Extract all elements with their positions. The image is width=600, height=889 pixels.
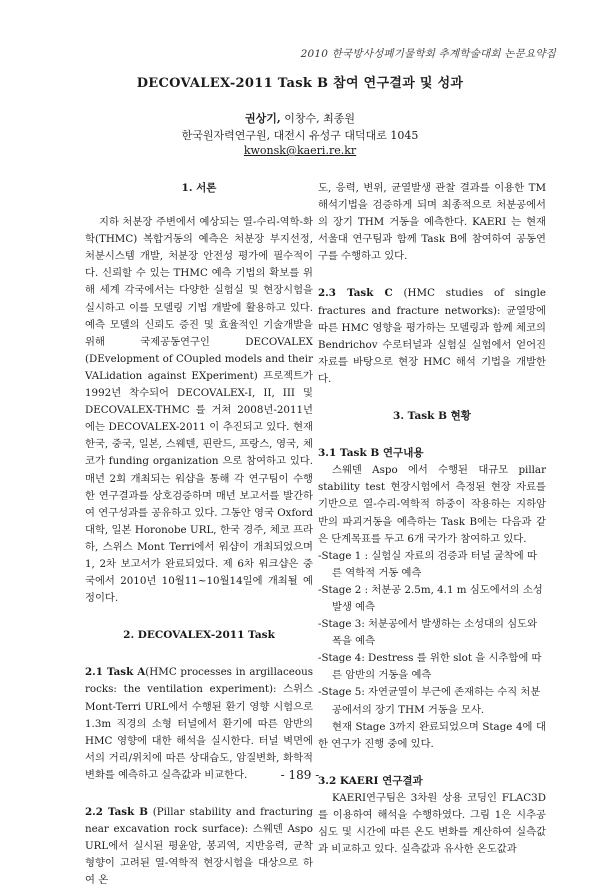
section-2-3-paragraph <box>318 285 546 388</box>
stage-item: -Stage 1 : 실험실 자료의 검증과 터널 굴착에 따른 역학적 거동 예측 <box>318 549 537 579</box>
section-2-2-paragraph <box>85 804 313 889</box>
left-column <box>85 180 313 889</box>
section-2-1-body: (HMC processes in argillaceous rocks: the ventilation experiment): 스위스 Mont-Terri URL에서 수행된 환기 영향 시험으로 1.3m 직경의 소형 터널에서 환기에 따른 암반의 HMC 영향에 대한 해석을 실시한다. 터널 벽면에서의 거리/위치에 따른 상대습도, 암질변화, 화학적 변화를 예측하고 실측값과 비교한다. <box>85 666 313 781</box>
section-3-2-heading: 3.2 KAERI 연구결과 <box>318 774 423 787</box>
stage-item: -Stage 2 : 처분공 2.5m, 4.1 m 심도에서의 소성발생 예측 <box>318 583 543 613</box>
section-3-1-body: 스웨덴 Aspo 에서 수행된 대규모 pillar stability test 현장시험에서 측정된 현장 자료를 기반으로 열-수리-역학적 하중이 작용하는 지하암반의 파괴거동을 예측하는 Task B에는 다음과 같은 단계목표를 두고 6개 국가가 참여하고 있다. <box>318 464 546 545</box>
section-2-heading: 2. DECOVALEX-2011 Task <box>123 629 275 642</box>
section-2-1-heading: 2.1 Task A <box>85 666 146 679</box>
section-1-heading: 1. 서론 <box>181 182 217 194</box>
section-3-heading: 3. Task B 현황 <box>393 410 471 423</box>
right-column <box>318 180 546 858</box>
page-number: - 189 - <box>280 768 320 782</box>
section-2-3-heading: 2.3 Task C <box>318 287 393 300</box>
stage-item: -Stage 4: Destress 를 위한 slot 을 시추함에 따른 암반의 거동을 예측 <box>318 652 542 682</box>
section-2-2-body: (Pillar stability and fracturing near excavation rock surface): 스웨덴 Aspo URL에서 실시된 평윤암, 봉괴역, 지반응력, 균착형향이 고려된 열-역학적 현장시험을 대상으로 하여 온 <box>85 806 313 887</box>
section-3-2-body: KAERI연구팀은 3차원 상용 코딩인 FLAC3D 를 이용하여 해석을 수행하였다. 그림 1은 시추공 심도 및 시간에 따른 온도 변화를 계산하여 실측값과 비교하고 있다. 실측값과 유사한 온도값과 <box>318 791 546 856</box>
lead-author: 권상기, <box>245 112 281 125</box>
author-email-link[interactable]: kwonsk@kaeri.re.kr <box>243 144 357 157</box>
section-2-2-heading: 2.2 Task B <box>85 806 148 818</box>
section-3-1-heading: 3.1 Task B 연구내용 <box>318 447 424 460</box>
stage-item: -Stage 3: 처분공에서 발생하는 소성대의 심도와 폭을 예측 <box>318 618 538 648</box>
paper-title: DECOVALEX-2011 Task B 참여 연구결과 및 성과 <box>136 76 464 91</box>
author-line <box>0 110 600 126</box>
coauthors: 이창수, 최종원 <box>280 112 355 125</box>
section-2-1-paragraph <box>85 664 313 784</box>
running-head: 2010 한국방사성폐기물학회 추계학술대회 논문요약집 <box>300 48 556 60</box>
section-2-3-body: (HMC studies of single fractures and fracture networks): 균열망에 따른 HMC 영향을 평가하는 모델링과 함께 체코의 Bendrichov 수로터널과 실험실 실험에서 얻어진 자료를 바탕으로 현장 HMC 해석 기법을 개발한다. <box>318 287 546 385</box>
affiliation: 한국원자력연구원, 대전시 유성구 대덕대로 1045 <box>181 129 419 142</box>
stage-note: 현재 Stage 3까지 완료되었으며 Stage 4에 대한 연구가 진행 중에 있다. <box>318 720 546 750</box>
section-1-body: 지하 처분장 주변에서 예상되는 열-수리-역학-화학(THMC) 복합거동의 예측은 처분장 부지선정, 처분시스템 개발, 처분장 안전성 평가에 필수적이다. 신뢰할 수 있는 THMC 예측 기법의 확보를 위해 세계 각국에서는 다양한 실험실 및 현장시험을 실시하고 이를 모델링 기법 개발에 활용하고 있다. 예측 모델의 신뢰도 증진 및 효율적인 기술개발을 위해 국제공동연구인 DECOVALEX (DEvelopment of COupled models and their VALidation against EXperiment) 프로젝트가 1992년 착수되어 DECOVALEX-I, II, III 및 DECOVALEX-THMC 를 거쳐 2008년-2011년에는 DECOVALEX-2011 이 추진되고 있다. 현재 한국, 중국, 일본, 스웨덴, 핀란드, 프랑스, 영국, 체코가 funding organization 으로 참여하고 있다. 매년 2회 개최되는 워샵을 통해 각 연구팀이 수행한 연구결과를 상호검증하며 매년 보고서를 발간하여 연구성과를 공유하고 있다. 그동안 영국 Oxford 대학, 일본 Horonobe URL, 한국 경주, 체코 프라하, 스위스 Mont Terri에서 워샵이 개최되었으며 1, 2차 보고서가 완료되었다. 제 6차 워크샵은 중국에서 2010년 10월11~10월14일에 개최될 예정이다. <box>85 216 313 605</box>
section-2-2-continued: 도, 응력, 변위, 균열발생 관찰 결과를 이용한 TM 해석기법을 검증하게 되며 최종적으로 처분공에서의 장기 THM 거동을 예측한다. KAERI 는 현재 서울대 연구팀과 함께 Task B에 참여하여 공동연구를 수행하고 있다. <box>318 182 546 263</box>
stage-item: -Stage 5: 자연균열이 부근에 존재하는 수직 처분공에서의 장기 THM 거동을 모사. <box>318 686 541 716</box>
